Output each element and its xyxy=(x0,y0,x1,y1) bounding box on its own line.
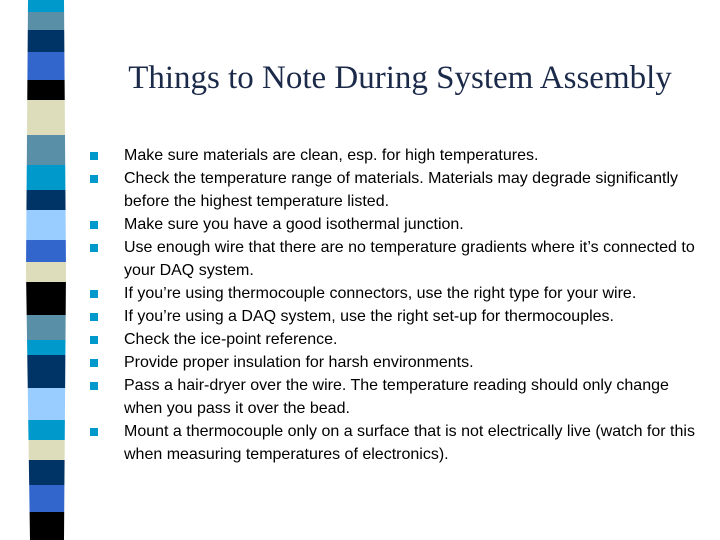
square-bullet-icon xyxy=(90,382,98,390)
bullet-item xyxy=(90,144,710,167)
bullet-item xyxy=(90,167,710,213)
bullet-item xyxy=(90,328,710,351)
bullet-text: If you’re using a DAQ system, use the right set-up for thermocouples. xyxy=(124,308,614,325)
square-bullet-icon xyxy=(90,290,98,298)
bullet-text: Make sure materials are clean, esp. for high temperatures. xyxy=(124,147,539,164)
bullet-item xyxy=(90,213,710,236)
stripe-band xyxy=(26,30,66,52)
bullet-item xyxy=(90,420,710,466)
bullet-text: Check the temperature range of materials. Materials may degrade significantly before the highest temperature listed. xyxy=(124,170,679,210)
stripe-band xyxy=(26,100,66,135)
stripe-band xyxy=(26,165,66,190)
bullet-text: Pass a hair-dryer over the wire. The temperature reading should only change when you pass it over the bead. xyxy=(124,377,669,417)
stripe-band xyxy=(26,0,66,12)
stripe-band xyxy=(26,340,66,355)
slide-title: Things to Note During System Assembly xyxy=(128,60,672,96)
decorative-stripe xyxy=(26,0,66,540)
bullet-text: If you’re using thermocouple connectors, use the right type for your wire. xyxy=(124,285,637,302)
square-bullet-icon xyxy=(90,244,98,252)
bullet-item xyxy=(90,374,710,420)
stripe-band xyxy=(26,262,66,282)
bullet-text: Provide proper insulation for harsh environments. xyxy=(124,354,474,371)
square-bullet-icon xyxy=(90,336,98,344)
stripe-band xyxy=(26,420,66,440)
stripe-band xyxy=(26,80,66,100)
stripe-band xyxy=(26,460,66,485)
bullet-text: Mount a thermocouple only on a surface that is not electrically live (watch for this when measuring temperatures of electronics). xyxy=(124,423,695,463)
stripe-band xyxy=(26,240,66,262)
stripe-band xyxy=(26,315,66,340)
square-bullet-icon xyxy=(90,428,98,436)
square-bullet-icon xyxy=(90,221,98,229)
square-bullet-icon xyxy=(90,152,98,160)
bullet-item xyxy=(90,305,710,328)
bullet-text: Use enough wire that there are no temperature gradients where it’s connected to your DAQ system. xyxy=(124,239,695,279)
stripe-band xyxy=(26,135,66,165)
stripe-band xyxy=(26,282,66,315)
stripe-band xyxy=(26,52,66,80)
square-bullet-icon xyxy=(90,175,98,183)
bullet-item xyxy=(90,236,710,282)
stripe-band xyxy=(26,512,66,540)
bullet-text: Make sure you have a good isothermal junction. xyxy=(124,216,464,233)
stripe-band xyxy=(26,440,66,460)
bullet-item xyxy=(90,282,710,305)
bullet-text: Check the ice-point reference. xyxy=(124,331,338,348)
bullet-list xyxy=(90,144,710,466)
square-bullet-icon xyxy=(90,359,98,367)
stripe-band xyxy=(26,190,66,210)
stripe-band xyxy=(26,485,66,512)
square-bullet-icon xyxy=(90,313,98,321)
stripe-band xyxy=(26,355,66,388)
bullet-item xyxy=(90,351,710,374)
stripe-band xyxy=(26,210,66,240)
stripe-band xyxy=(26,12,66,30)
stripe-band xyxy=(26,388,66,420)
